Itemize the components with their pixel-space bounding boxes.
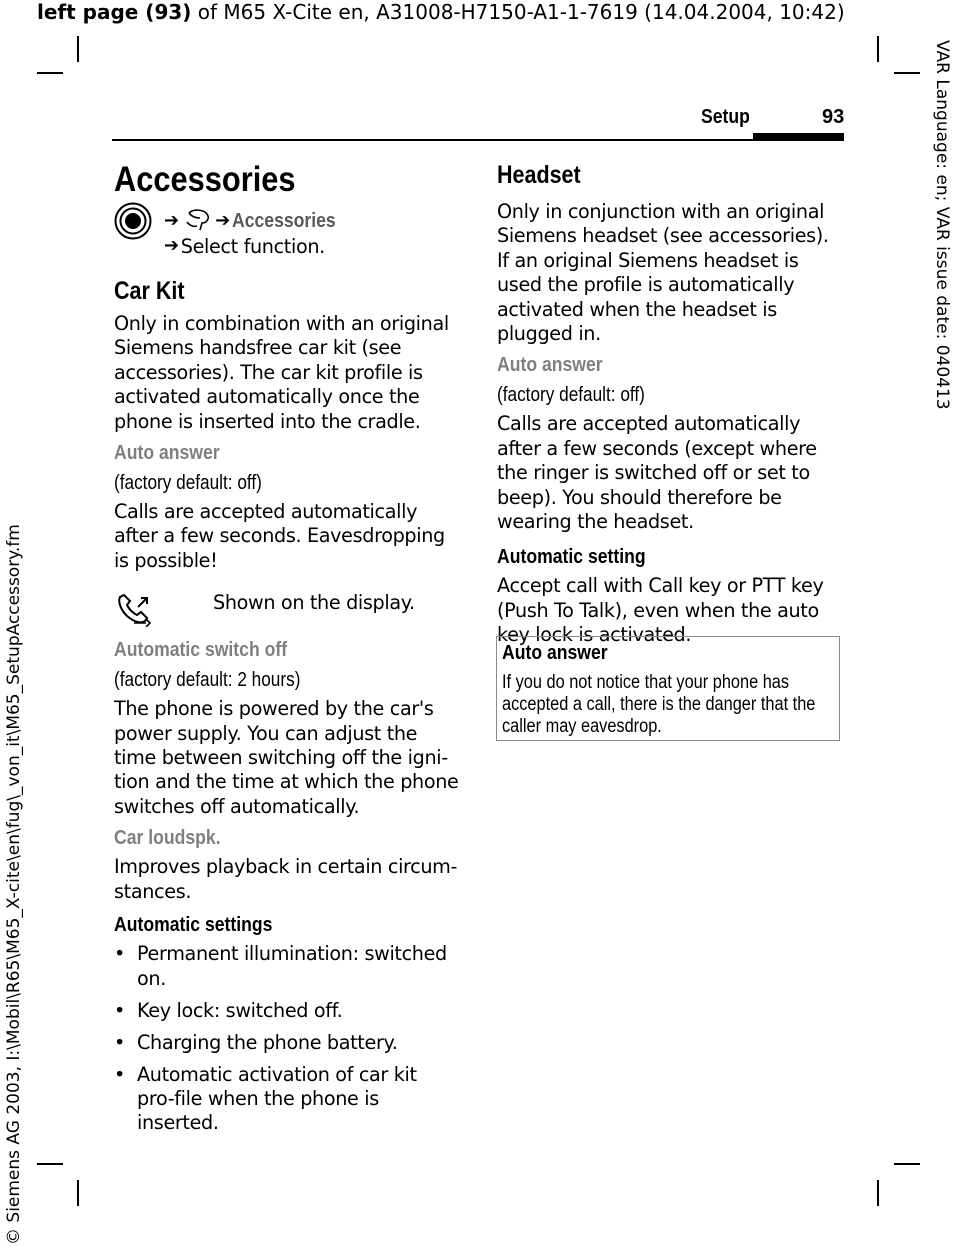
list-item: • Charging the phone battery. — [114, 1031, 459, 1055]
page-title: Accessories — [114, 160, 296, 199]
crop-mark — [877, 36, 879, 62]
headset-auto-answer-label: Auto answer — [497, 354, 603, 377]
auto-answer-icon — [114, 587, 154, 627]
right-column — [497, 160, 842, 648]
side-note-left — [2, 524, 32, 1246]
auto-switch-off-label: Automatic switch off — [114, 639, 288, 662]
slug-rest: of M65 X-Cite en, A31008-H7150-A1-1-7619 (14.04.2004, 10:42) — [191, 0, 845, 24]
side-note-right-text: VAR Language: en; VAR issue date: 040413 — [932, 40, 952, 410]
car-loudspeaker-text: Improves playback in certain circum-stances. — [114, 855, 458, 903]
running-head-rule — [112, 139, 844, 141]
running-head-section: Setup — [701, 106, 750, 128]
menu-path-row-2 — [164, 234, 325, 258]
list-item: • Key lock: switched off. — [114, 999, 459, 1023]
left-column — [114, 160, 459, 1143]
arrow-right-icon: ➔ — [164, 235, 179, 256]
headset-intro: Only in conjunction with an original Siemens headset (see accessories). If an original Siemens headset is used the profile is automatically activated when the headset is plugged in. — [497, 200, 829, 346]
setup-menu-icon — [183, 208, 213, 234]
car-kit-auto-answer-text: Calls are accepted automatically after a few seconds. Eavesdropping is possible! — [114, 500, 445, 572]
note-title: Auto answer — [502, 642, 608, 664]
crop-mark — [877, 1180, 879, 1206]
warning-note-box — [496, 636, 840, 741]
automatic-setting-heading: Automatic setting — [497, 546, 646, 569]
headset-auto-answer-default: (factory default: off) — [497, 384, 645, 407]
crop-mark — [77, 36, 79, 62]
headset-auto-answer-text: Calls are accepted automatically after a few seconds (except where the ringer is switched off or set to beep). You should therefore be wearing the headset. — [497, 412, 817, 534]
note-text: If you do not notice that your phone has accepted a call, there is the danger that the caller may eavesdrop. — [502, 672, 816, 737]
menu-path — [114, 202, 459, 260]
display-symbol-text: Shown on the display. — [213, 591, 415, 615]
auto-switch-off-default: (factory default: 2 hours) — [114, 669, 301, 692]
auto-switch-off-text: The phone is powered by the car's power supply. You can adjust the time between switching off the igni-tion and the time at which the phone switches off automatically. — [114, 697, 459, 818]
car-kit-intro: Only in combination with an original Siemens handsfree car kit (see accessories). The car kit profile is activated automatically once the phone is inserted into the cradle. — [114, 312, 449, 433]
headset-heading: Headset — [497, 161, 581, 189]
slug-bold: left page (93) — [37, 0, 192, 24]
crop-mark — [37, 1163, 63, 1165]
automatic-settings-heading: Automatic settings — [114, 914, 273, 937]
list-item: • Automatic activation of car kit pro-file when the phone is inserted. — [114, 1063, 459, 1136]
arrow-right-icon: ➔ — [215, 210, 231, 231]
side-note-left-text: © Siemens AG 2003, I:\Mobil\R65\M65_X-cite\en\fug\_von_it\M65_SetupAccessory.fm — [4, 524, 24, 1245]
car-kit-auto-answer-label: Auto answer — [114, 442, 220, 465]
menu-path-accessories: Accessories — [232, 209, 336, 232]
menu-path-step: Select function. — [180, 234, 325, 258]
joystick-icon — [114, 202, 152, 240]
automatic-settings-list — [114, 942, 459, 1136]
car-kit-heading: Car Kit — [114, 277, 185, 305]
page-number: 93 — [822, 106, 845, 128]
side-note-right — [926, 40, 954, 410]
car-loudspeaker-label: Car loudspk. — [114, 827, 221, 850]
crop-mark — [77, 1180, 79, 1206]
menu-path-row-1 — [164, 208, 350, 234]
car-kit-auto-answer-default: (factory default: off) — [114, 472, 262, 495]
list-item: • Permanent illumination: switched on. — [114, 942, 459, 991]
automatic-setting-text: Accept call with Call key or PTT key (Push To Talk), even when the auto key lock is activated. — [497, 574, 824, 647]
crop-mark — [894, 72, 920, 74]
arrow-right-icon: ➔ — [164, 210, 180, 231]
crop-mark — [894, 1163, 920, 1165]
slug-line — [37, 0, 845, 24]
display-symbol-row — [114, 583, 459, 631]
running-head — [112, 106, 844, 142]
crop-mark — [37, 72, 63, 74]
